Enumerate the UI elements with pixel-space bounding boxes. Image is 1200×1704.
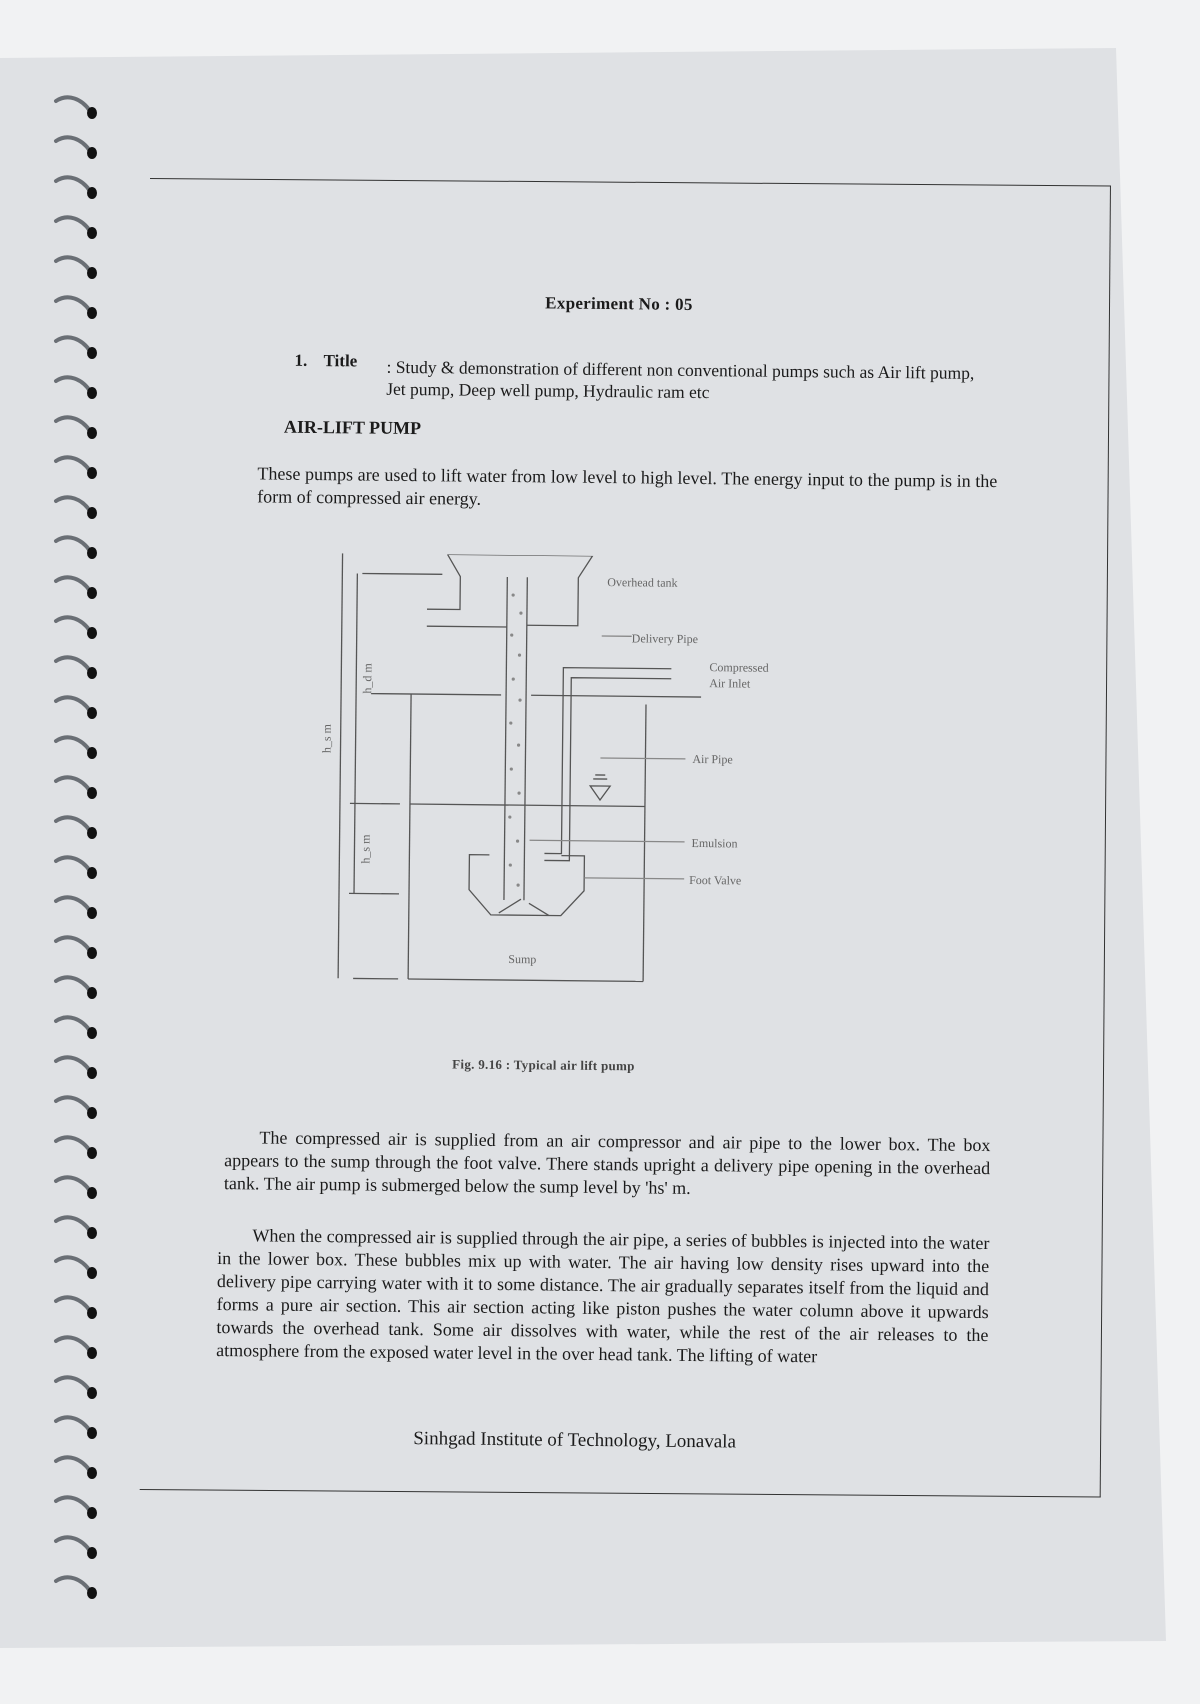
sump-right-wall	[643, 704, 646, 981]
overhead-tank-outline	[447, 554, 593, 626]
label-overhead-tank: Overhead tank	[607, 575, 677, 590]
label-hs: h_s m	[358, 834, 372, 864]
label-sump: Sump	[508, 952, 536, 966]
label-h: h_s m	[319, 723, 333, 753]
sump-floor	[408, 979, 643, 981]
paragraph-3: When the compressed air is supplied through the air pipe, a series of bubbles is injected into the water in the lower box. These bubbles mix up with water. The air having low density rises upward into the delivery pipe carrying water with it to some distance. The air gradually separates itself from the liquid and forms a pure air section. This air section acting like piston pushes the water column above it upwards towards the overhead tank. Some air dissolves with water, while the rest of the air releases to the atmosphere from the exposed water level in the over head tank. The lifting of water	[216, 1224, 989, 1370]
experiment-header: Experiment No : 05	[545, 293, 693, 315]
sump-left-wall	[408, 694, 411, 979]
intro-paragraph: These pumps are used to lift water from low level to high level. The energy input to the pump is in the form of compressed air energy.	[257, 462, 997, 516]
label-air-inlet: Air Inlet	[709, 676, 751, 690]
air-lift-pump-diagram	[298, 553, 863, 1039]
title-row	[294, 351, 357, 372]
label-hd: h_d m	[360, 662, 374, 693]
title-text: : Study & demonstration of different non conventional pumps such as Air lift pump, Jet pump, Deep well pump, Hydraulic ram etc	[386, 356, 986, 406]
title-label: Title	[323, 351, 357, 370]
figure-caption: Fig. 9.16 : Typical air lift pump	[452, 1056, 635, 1074]
paragraph-2: The compressed air is supplied from an air compressor and air pipe to the lower box. The box appears to the sump through the foot valve. There stands upright a delivery pipe opening in the overhead tank. The air pump is submerged below the sump level by 'hs' m.	[224, 1126, 991, 1203]
section-heading: AIR-LIFT PUMP	[284, 417, 421, 439]
label-compressed: Compressed	[709, 660, 768, 675]
lower-box	[469, 855, 585, 916]
delivery-pipe	[504, 577, 507, 900]
label-foot-valve: Foot Valve	[689, 873, 741, 888]
foot-valve	[499, 899, 521, 913]
label-delivery-pipe: Delivery Pipe	[632, 631, 698, 646]
label-air-pipe: Air Pipe	[692, 752, 732, 766]
air-bubbles	[507, 593, 522, 886]
page-footer: Sinhgad Institute of Technology, Lonavala	[413, 1428, 736, 1453]
title-number: 1.	[294, 351, 307, 370]
label-emulsion: Emulsion	[691, 836, 737, 850]
